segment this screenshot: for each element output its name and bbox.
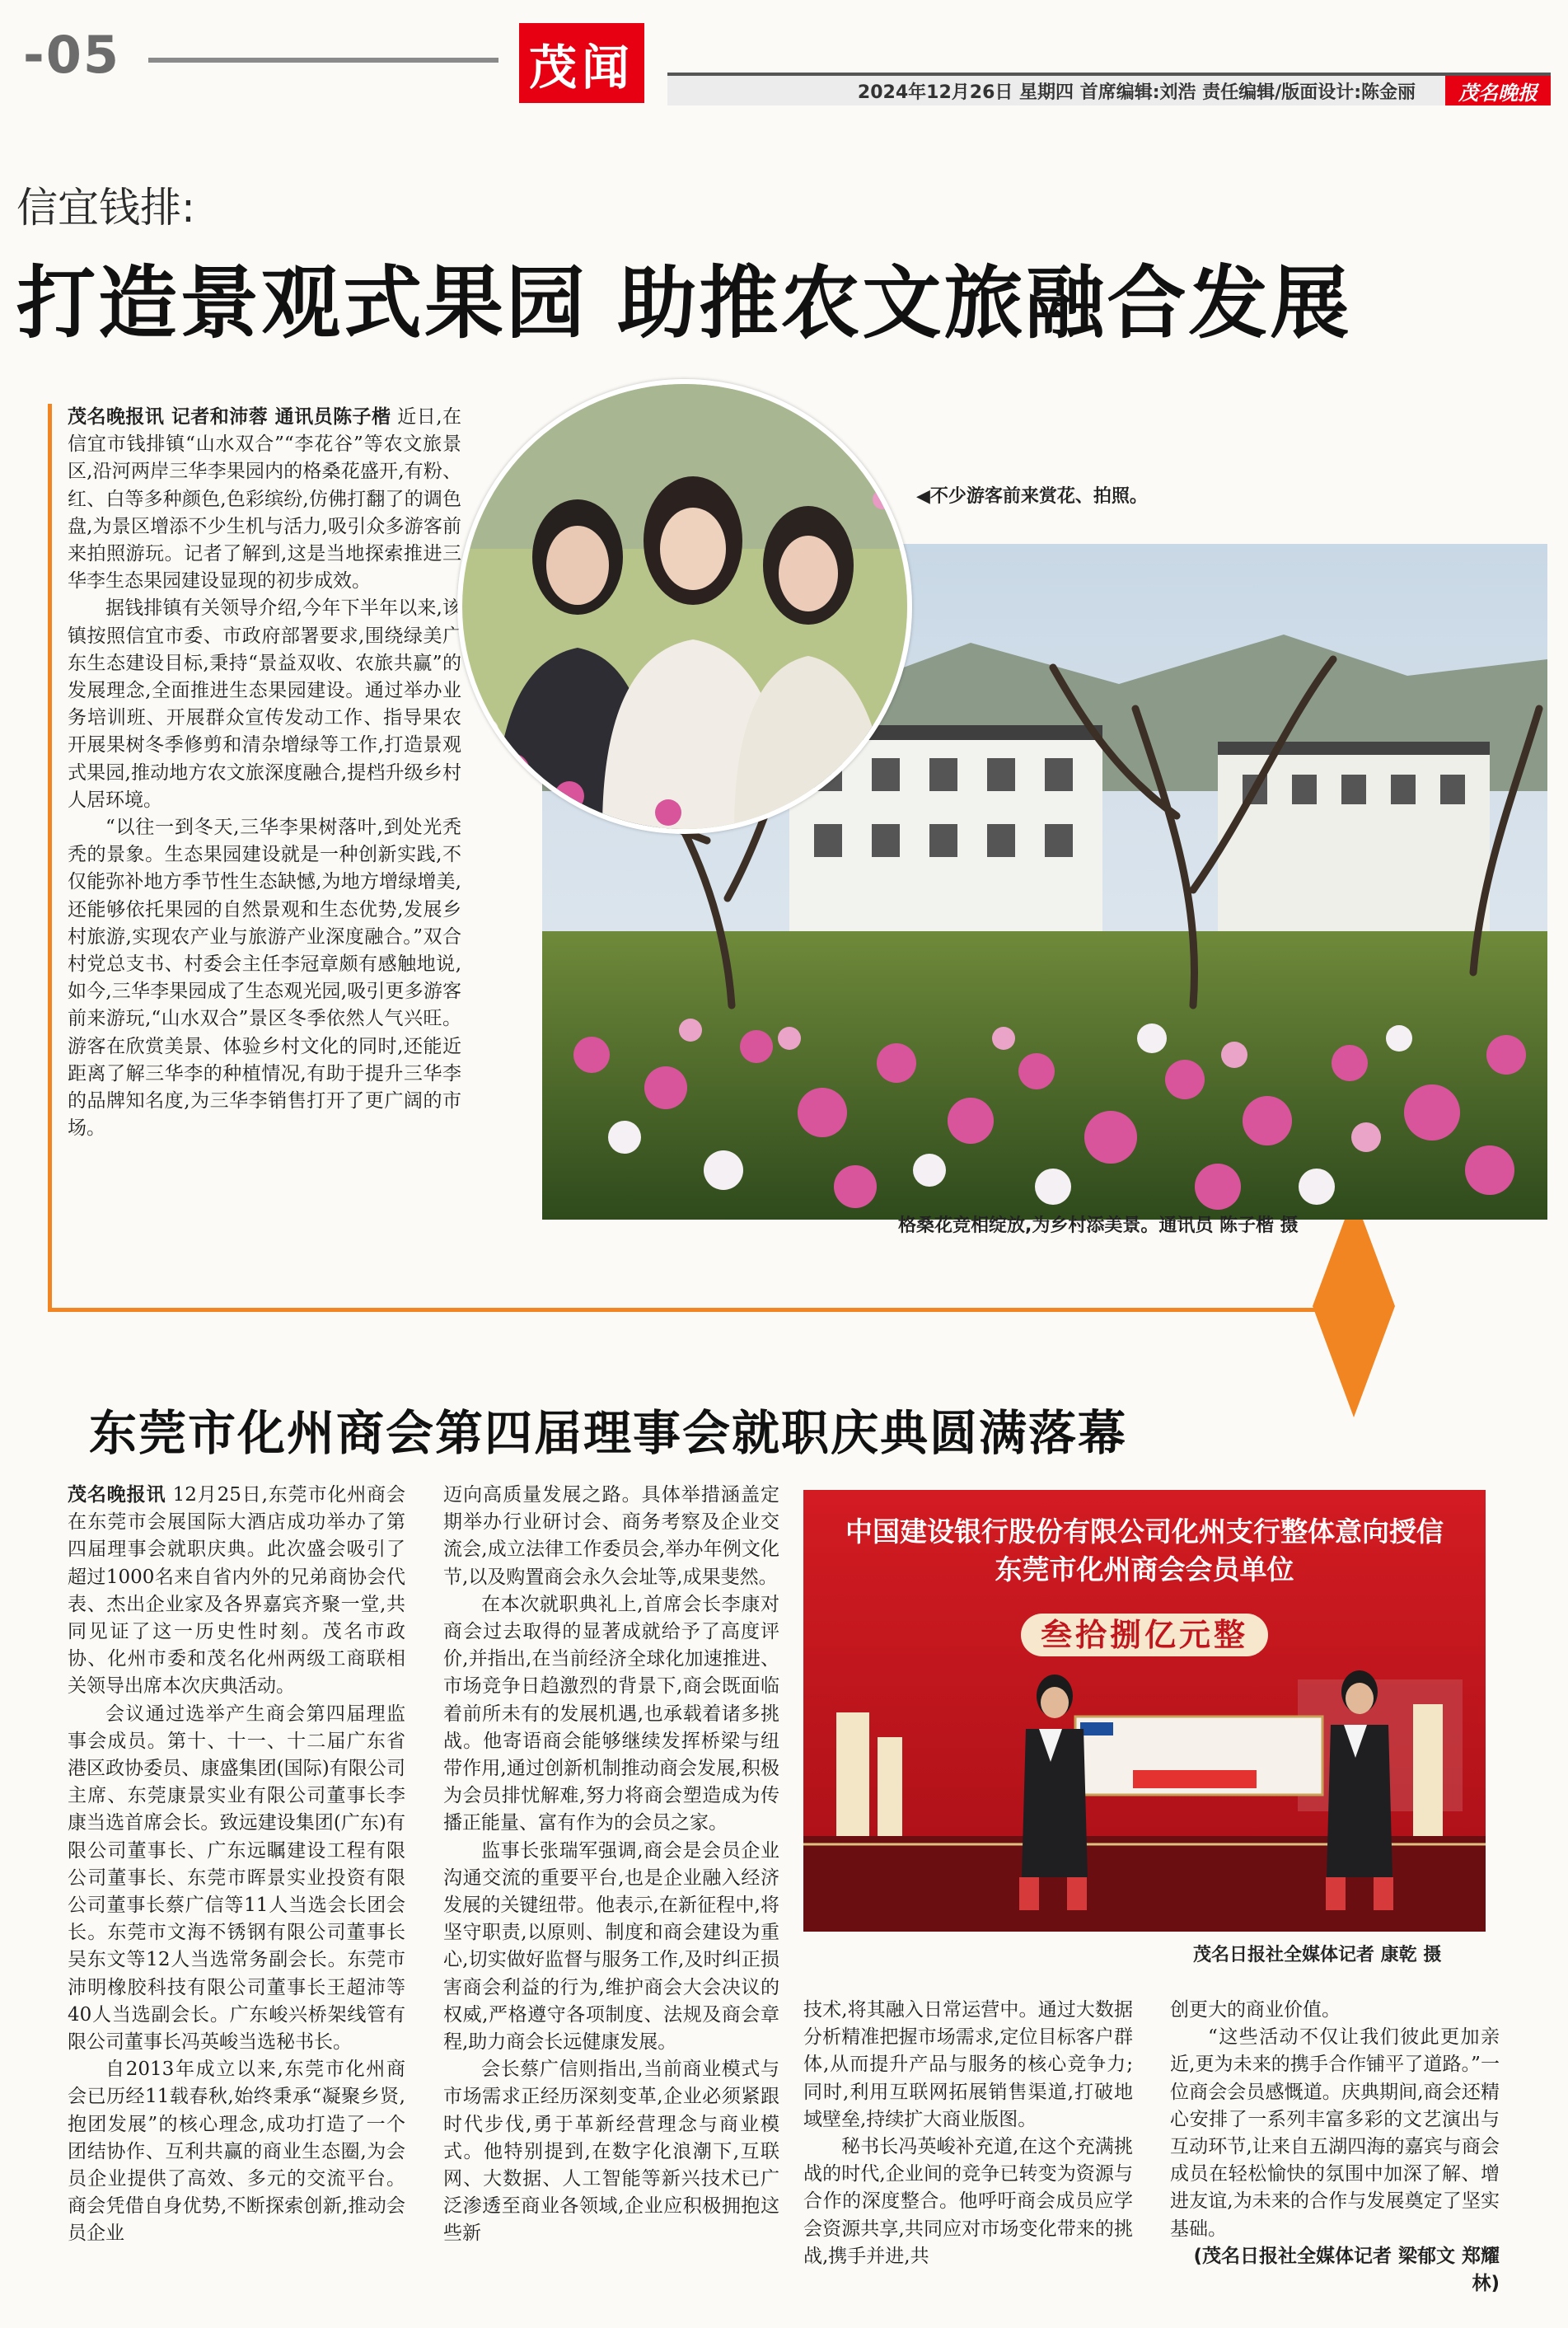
header-info: 2024年12月26日 星期四 首席编辑:刘浩 责任编辑/版面设计:陈金丽 [857,82,1416,103]
ceremony-amount-banner: 叁拾捌亿元整 [1021,1614,1268,1656]
article2-paragraph: 秘书长冯英峻补充道,在这个充满挑战的时代,企业间的竞争已转变为资源与合作的深度整合。他呼吁商会成员应学会资源共享,共同应对市场变化带来的挑战,携手并进,共 [803,2136,1133,2267]
article2-column-1 [68,1482,405,2314]
article2-paragraph: 监事长张瑞军强调,商会是会员企业沟通交流的重要平台,也是企业融入经济发展的关键纽带。他表示,在新征程中,将坚守职责,以原则、制度和商会建设为重心,切实做好监督与服务工作,及时纠正损害商会利益的行为,维护商会大会决议的权威,严格遵守各项制度、法规及商会章程,助力商会长远健康发展。 [443,1839,779,2054]
article2-headline: 东莞市化州商会第四届理事会就职庆典圆满落幕 [89,1405,1128,1461]
article2-paragraph: “这些活动不仅让我们彼此更加亲近,更为未来的携手合作铺平了道路。”一位商会会员感慨道。庆典期间,商会还精心安排了一系列丰富多彩的文艺演出与互动环节,让来自五湖四海的嘉宾与商会成员在轻松愉快的氛围中加深了解、增进友谊,为未来的合作与发展奠定了坚实基础。 [1170,2026,1500,2240]
article1-paragraph: 据钱排镇有关领导介绍,今年下半年以来,该镇按照信宜市委、市政府部署要求,围绕绿美广东生态建设目标,秉持“景益双收、农旅共赢”的发展理念,全面推进生态果园建设。通过举办业务培训班、开展群众宣传发动工作、指导果农开展果树冬季修剪和清杂增绿等工作,打造景观式果园,推动地方农文旅深度融合,提档升级乡村人居环境。 [68,597,461,811]
orange-diamond-icon [1313,1195,1395,1417]
ceremony-board-title: 中国建设银行股份有限公司化州支行整体意向授信 东莞市化州商会会员单位 [845,1515,1444,1586]
article2-column-2 [443,1482,779,2314]
article2-paragraph: 自2013年成立以来,东莞市化州商会已历经11载春秋,始终秉承“凝聚乡贤,抱团发展”的核心理念,成功打造了一个团结协作、互利共赢的商业生态圈,为会员企业提供了高效、多元的交流平台。商会凭借自身优势,不断探索创新,推动会员企业 [68,2059,405,2245]
tourists-inset-photo [457,379,912,834]
article2-paragraph: 技术,将其融入日常运营中。通过大数据分析精准把握市场需求,定位目标客户群体,从而提升产品与服务的核心竞争力;同时,利用互联网拓展销售渠道,打破地域壁垒,持续扩大商业版图。 [803,1999,1133,2130]
article2-paragraph: 在本次就职典礼上,首席会长李康对商会过去取得的显著成就给予了高度评价,并指出,在当前经济全球化加速推进、市场竞争日趋激烈的背景下,商会既面临着前所未有的发展机遇,也承载着诸多挑战。他寄语商会能够继续发挥桥梁与纽带作用,通过创新机制推动商会发展,积极为会员排忧解难,努力将商会塑造成为传播正能量、富有作为的会员之家。 [443,1593,779,1834]
article2-byline: 茂名晚报讯 [68,1484,166,1506]
page-number: -05 [23,25,121,85]
ceremony-photo-caption: 茂名日报社全媒体记者 康乾 摄 [1193,1945,1442,1965]
article2-paragraph: 迈向高质量发展之路。具体举措涵盖定期举办行业研讨会、商务考察及企业交流会,成立法律工作委员会,举办年例文化节,以及购置商会永久会址等,成果斐然。 [443,1484,779,1588]
article1-paragraph: “以往一到冬天,三华李果树落叶,到处光秃秃的景象。生态果园建设就是一种创新实践,不仅能弥补地方季节性生态缺憾,为地方增绿增美,还能够依托果园的自然景观和生态优势,发展乡村旅游,实现农产业与旅游产业深度融合。”双合村党总支书、村委会主任李冠章颇有感触地说,如今,三华李果园成了生态观光园,吸引更多游客前来游玩,“山水双合”景区冬季依然人气兴旺。游客在欣赏美景、体验乡村文化的同时,还能近距离了解三华李的种植情况,有助于提升三华李的品牌知名度,为三华李销售打开了更广阔的市场。 [68,817,461,1140]
header-rule [148,58,498,63]
article2-column-3 [803,1997,1133,2314]
article1-headline: 打造景观式果园 助推农文旅融合发展 [16,257,1352,349]
article1-paragraph: 茂名晚报讯 记者和沛蓉 通讯员陈子楷 近日,在信宜市钱排镇“山水双合”“李花谷”等农文旅景区,沿河两岸三华李果园内的格桑花盛开,有粉、红、白等多种颜色,色彩缤纷,仿佛打翻了的调色盘,为景区增添不少生机与活力,吸引众多游客前来拍照游玩。记者了解到,这是当地探索推进三华李生态果园建设显现的初步成效。 [68,406,461,593]
ceremony-photo [803,1490,1486,1932]
section-title: 茂闻 [519,23,644,103]
orange-frame-bottom [48,1308,1358,1312]
article2-credit: (茂名日报社全媒体记者 梁郁文 郑耀林) [1193,2245,1500,2295]
newspaper-logo: 茂名晚报 [1445,76,1551,105]
article1-body [68,404,461,1228]
article1-kicker: 信宜钱排: [16,184,195,232]
article2-column-4 [1170,1997,1500,2314]
article2-paragraph: 会议通过选举产生商会第四届理监事会成员。第十、十一、十二届广东省港区政协委员、康盛集团(国际)有限公司主席、东莞康景实业有限公司董事长李康当选首席会长。致远建设集团(广东)有限公司董事长、广东远瞩建设工程有限公司董事长、东莞市晖景实业投资有限公司董事长蔡广信等11人当选会长团会长。东莞市文海不锈钢有限公司董事长吴东文等12人当选常务副会长。东莞市沛明橡胶科技有限公司董事长王超沛等40人当选副会长。广东峻兴桥架线管有限公司董事长冯英峻当选秘书长。 [68,1703,405,2054]
header-info-bar [667,73,1551,105]
article2-paragraph: 茂名晚报讯 12月25日,东莞市化州商会在东莞市会展国际大酒店成功举办了第四届理事会就职庆典。此次盛会吸引了超过1000名来自省内外的兄弟商协会代表、杰出企业家及各界嘉宾齐聚一堂,共同见证了这一历史性时刻。茂名市政协、化州市委和茂名化州两级工商联相关领导出席本次庆典活动。 [68,1484,405,1698]
main-photo-caption: 格桑花竞相绽放,为乡村添美景。通讯员 陈子楷 摄 [898,1216,1299,1236]
article2-paragraph: 会长蔡广信则指出,当前商业模式与市场需求正经历深刻变革,企业必须紧跟时代步伐,勇于革新经营理念与商业模式。他特别提到,在数字化浪潮下,互联网、大数据、人工智能等新兴技术已广泛渗透至商业各领域,企业应积极拥抱这些新 [443,2059,779,2245]
orange-frame-left [48,404,52,1312]
article1-byline: 茂名晚报讯 记者和沛蓉 通讯员陈子楷 [68,406,391,428]
article2-paragraph: 创更大的商业价值。 [1170,1999,1341,2021]
inset-photo-caption: ◀不少游客前来赏花、拍照。 [916,486,1148,507]
